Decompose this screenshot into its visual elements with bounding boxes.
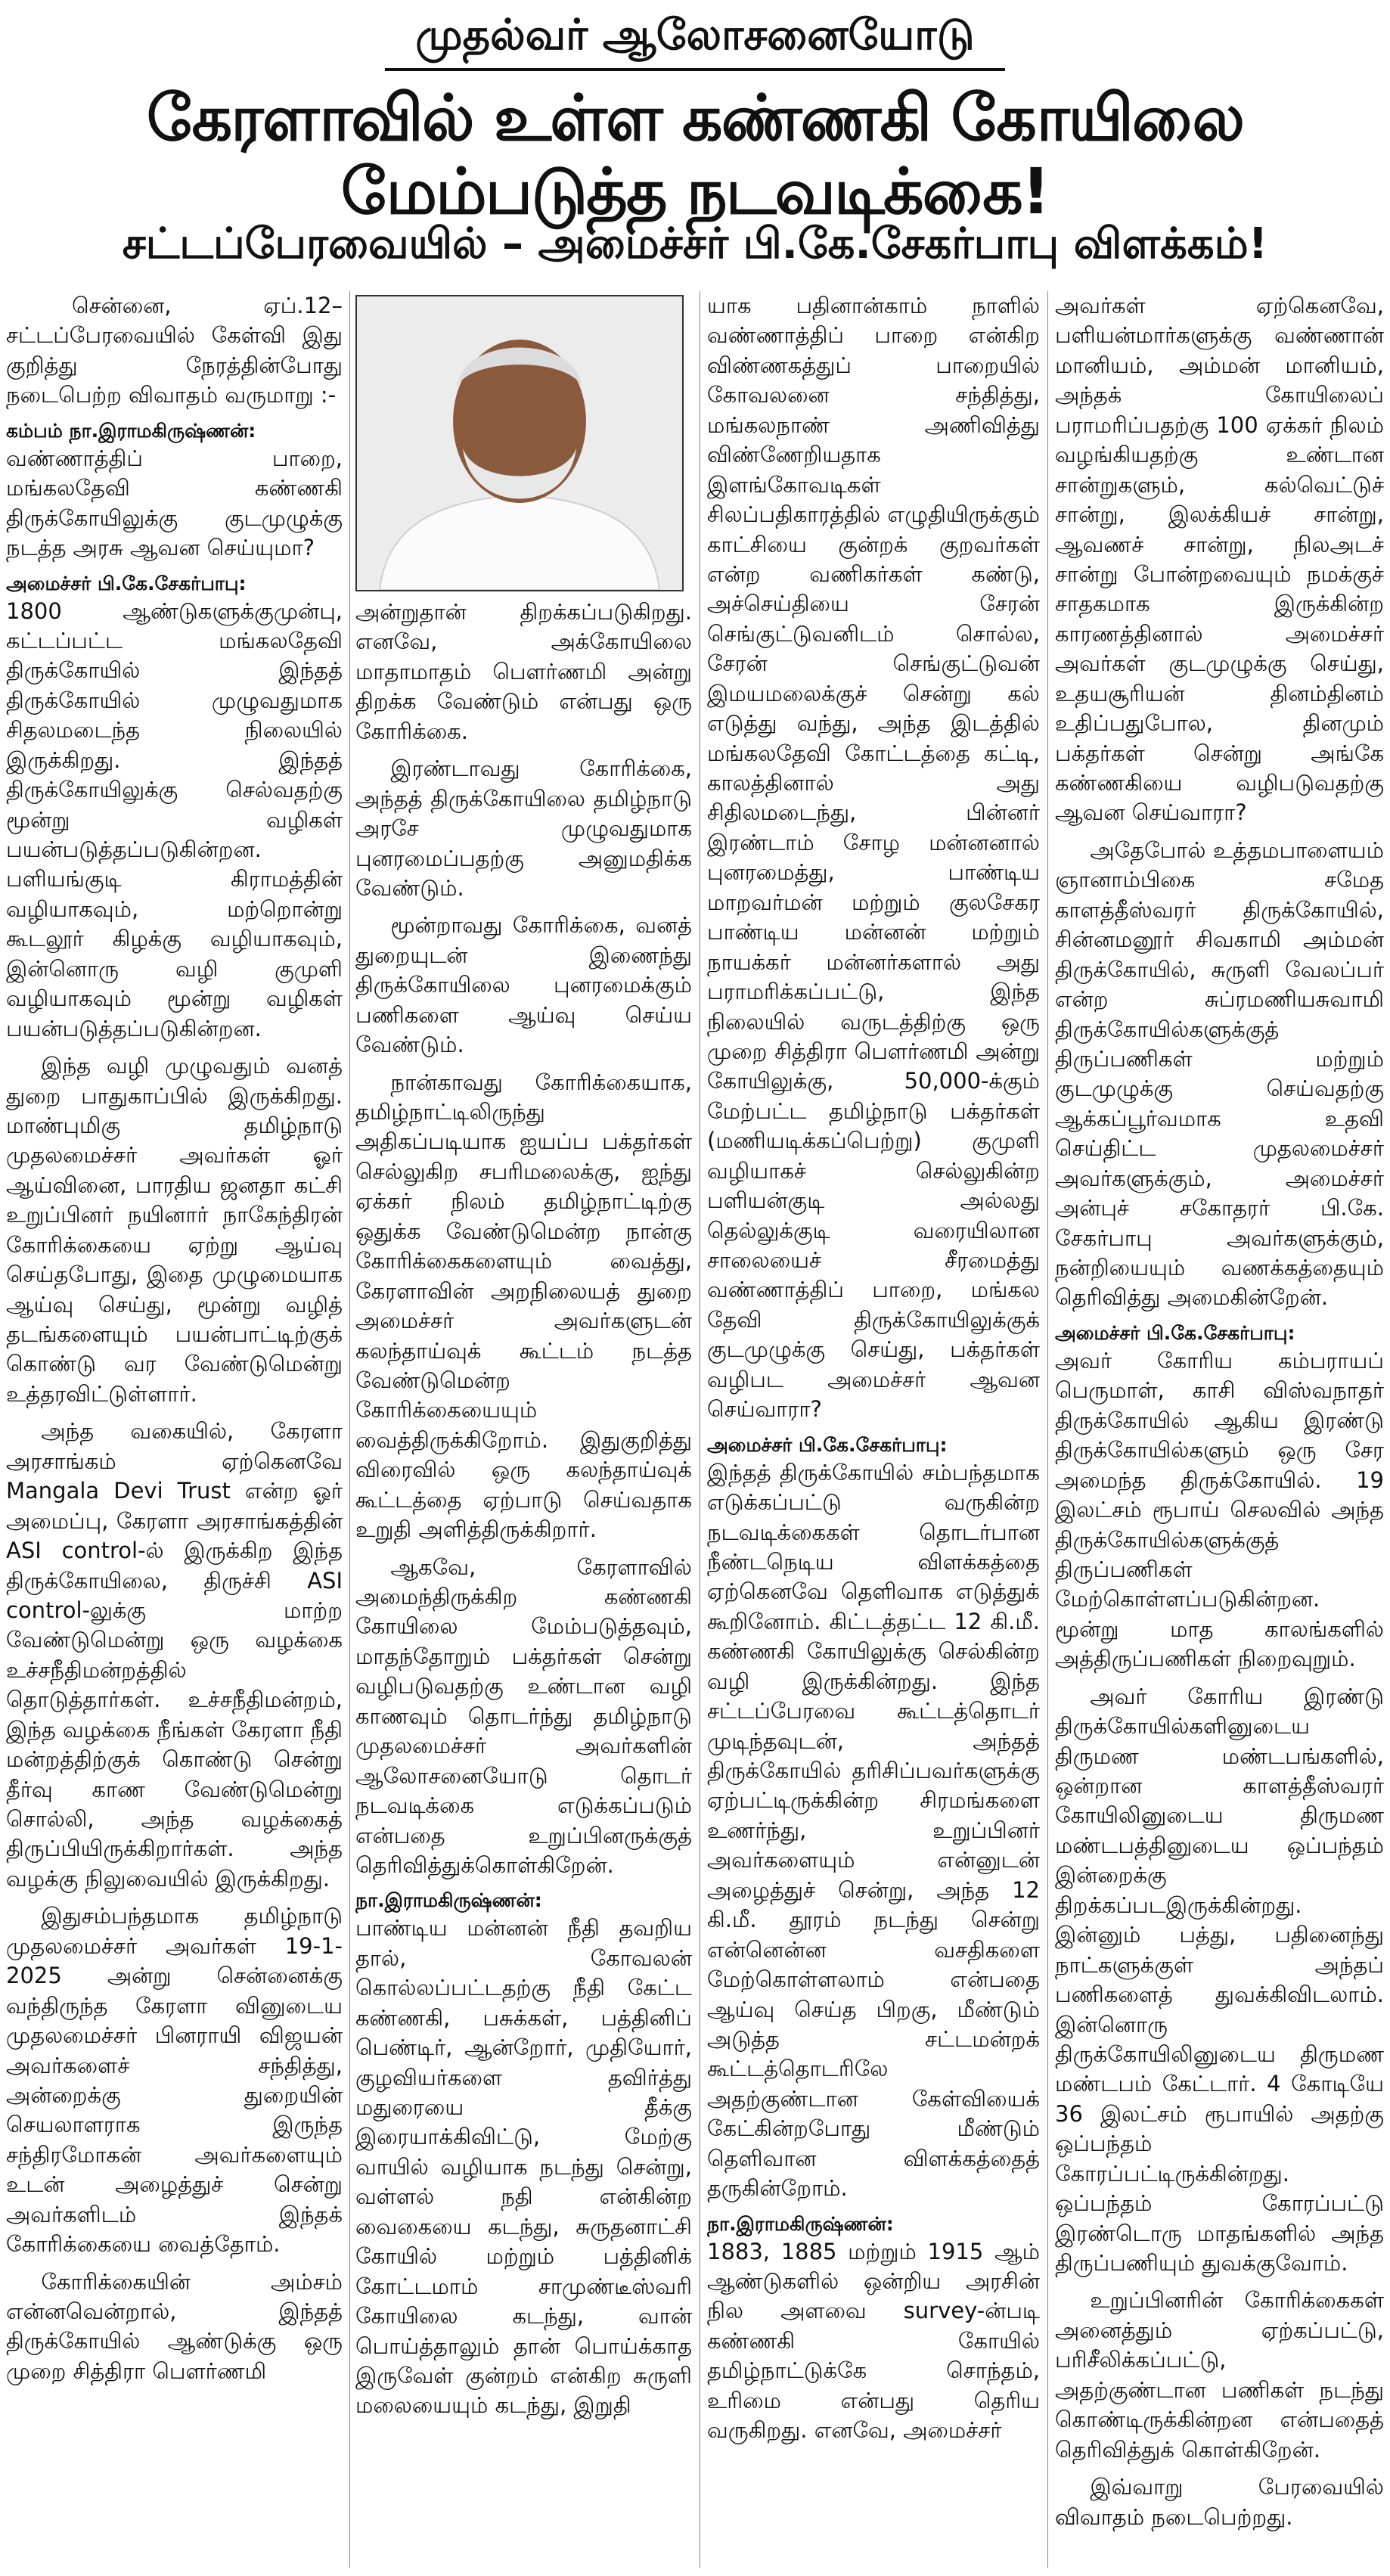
paragraph: அதேபோல் உத்தமபாளையம் ஞானாம்பிகை சமேத காளத்தீஸ்வரர் திருக்கோயில், சின்னமனூர் சிவகாமி அம்மன் திருக்கோயில், சுருளி வேலப்பர் என்ற சுப்ரமணியசுவாமி திருக்கோயில்களுக்குத் திருப்பணிகள் மற்றும் குடமுழுக்கு செய்வதற்கு ஆக்கப்பூர்வமாக உதவி செய்திட்ட முதலமைச்சர் அவர்களுக்கும், அமைச்சர் அன்புச் சகோதரர் பி.கே. சேகர்பாபு அவர்களுக்கும், நன்றியையும் வணக்கத்தையும் தெரிவித்து அமைகின்றேன். bbox=[1055, 836, 1384, 1311]
minister-photo bbox=[355, 295, 684, 591]
speaker-label: நா.இராமகிருஷ்ணன்: bbox=[707, 2212, 894, 2235]
paragraph: 1800 ஆண்டுகளுக்குமுன்பு, கட்டப்பட்ட மங்கலதேவி திருக்கோயில் இந்தத் திருக்கோயில் முழுவதுமாக சிதலமடைந்த நிலையில் இருக்கிறது. இந்தத் திருக்கோயிலுக்கு செல்வதற்கு மூன்று வழிகள் பயன்படுத்தப்படுகின்றன. பளியங்குடி கிராமத்தின் வழியாகவும், மற்றொன்று கூடலூர் கிழக்கு வழியாகவும், இன்னொரு வழி குமுளி வழியாகவும் மூன்று வழிகள் பயன்படுத்தப்படுகின்றன. bbox=[6, 597, 343, 1041]
speaker-label: அமைச்சர் பி.கே.சேகர்பாபு: bbox=[707, 1433, 948, 1456]
subheadline: சட்டப்பேரவையில் – அமைச்சர் பி.கே.சேகர்பாபு விளக்கம்! bbox=[122, 219, 1268, 268]
article-column-3 bbox=[707, 291, 1040, 2569]
paragraph: நான்காவது கோரிக்கையாக, தமிழ்நாட்டிலிருந்து அதிகப்படியாக ஐயப்ப பக்தர்கள் செல்லுகிற சபரிமலைக்கு, ஐந்து ஏக்கர் நிலம் தமிழ்நாட்டிற்கு ஒதுக்க வேண்டுமென்ற நான்கு கோரிக்கைகளையும் வைத்து, கேரளாவின் அறநிலையத் துறை அமைச்சர் அவர்களுடன் கலந்தாய்வுக் கூட்டம் நடத்த வேண்டுமென்ற கோரிக்கையையும் வைத்திருக்கிறோம். இதுகுறித்து விரைவில் ஒரு கலந்தாய்வுக் கூட்டத்தை ஏற்பாடு செய்வதாக உறுதி அளித்திருக்கிறார். bbox=[355, 1069, 692, 1543]
article-column-1 bbox=[6, 291, 343, 2569]
headline: கேரளாவில் உள்ள கண்ணகி கோயிலை மேம்படுத்த நடவடிக்கை! bbox=[146, 81, 1244, 228]
column-divider bbox=[349, 291, 350, 2568]
paragraph: அவர் கோரிய கம்பராயப் பெருமாள், காசி விஸ்வநாதர் திருக்கோயில் ஆகிய இரண்டு திருக்கோயில்களும் ஒரு சேர அமைந்த திருக்கோயில். 19 இலட்சம் ரூபாய் செலவில் அந்த திருக்கோயில்களுக்குத் திருப்பணிகள் மேற்கொள்ளப்படுகின்றன. மூன்று மாத காலங்களில் அத்திருப்பணிகள் நிறைவுறும். bbox=[1055, 1347, 1384, 1672]
paragraph: சென்னை, ஏப்.12– சட்டப்பேரவையில் கேள்வி இது குறித்து நேரத்தின்போது நடைபெற்ற விவாதம் வருமாறு :- bbox=[6, 293, 343, 408]
paragraph: அவர்கள் ஏற்கெனவே, பளியன்மார்களுக்கு வண்ணான் மானியம், அம்மன் மானியம், அந்தக் கோயிலைப் பராமரிப்பதற்கு 100 ஏக்கர் நிலம் வழங்கியதற்கு உண்டான சான்றுகளும், கல்வெட்டுச் சான்று, இலக்கியச் சான்று, ஆவணச் சான்று, நிலஅடச் சான்று போன்றவையும் நமக்குச் சாதகமாக இருக்கின்ற காரணத்தினால் அமைச்சர் அவர்கள் குடமுழுக்கு செய்து, உதயசூரியன் தினம்தினம் உதிப்பதுபோல, தினமும் பக்தர்கள் சென்று அங்கே கண்ணகியை வழிபடுவதற்கு ஆவன செய்வாரா? bbox=[1055, 293, 1384, 826]
paragraph: உறுப்பினரின் கோரிக்கைகள் அனைத்தும் ஏற்கப்பட்டு, பரிசீலிக்கப்பட்டு, அதற்குண்டான பணிகள் நடந்து கொண்டிருக்கின்றன என்பதைத் தெரிவித்துக் கொள்கிறேன். bbox=[1055, 2287, 1384, 2463]
paragraph: இந்தத் திருக்கோயில் சம்பந்தமாக எடுக்கப்பட்டு வருகின்ற நடவடிக்கைகள் தொடர்பான நீண்டநெடிய விளக்கத்தை ஏற்கெனவே தெளிவாக எடுத்துக் கூறினோம். கிட்டத்தட்ட 12 கி.மீ. கண்ணகி கோயிலுக்கு செல்கின்ற வழி இருக்கின்றது. இந்த சட்டப்பேரவை கூட்டத்தொடர் முடிந்தவுடன், அந்தத் திருக்கோயில் தரிசிப்பவர்களுக்கு ஏற்பட்டிருக்கின்ற சிரமங்களை உணர்ந்து, உறுப்பினர் அவர்களையும் என்னுடன் அழைத்துச் சென்று, அந்த 12 கி.மீ. தூரம் நடந்து சென்று என்னென்ன வசதிகளை மேற்கொள்ளலாம் என்பதை ஆய்வு செய்த பிறகு, மீண்டும் அடுத்த சட்டமன்றக் கூட்டத்தொடரிலே அதற்குண்டான கேள்வியைக் கேட்கின்றபோது மீண்டும் தெளிவான விளக்கத்தைத் தருகின்றோம். bbox=[707, 1459, 1040, 2202]
paragraph: பாண்டிய மன்னன் நீதி தவறிய தால், கோவலன் கொல்லப்பட்டதற்கு நீதி கேட்ட கண்ணகி, பசுக்கள், பத்தினிப் பெண்டிர், ஆன்றோர், முதியோர், குழவியர்களை தவிர்த்து மதுரையை தீக்கு இரையாக்கிவிட்டு, மேற்கு வாயில் வழியாக நடந்து சென்று, வள்ளல் நதி என்கின்ற வைகையை கடந்து, சுருதனாட்சி கோயில் மற்றும் பத்தினிக் கோட்டமாம் சாமுண்டீஸ்வரி கோயிலை கடந்து, வான் பொய்த்தாலும் தான் பொய்க்காத இருவேள் குன்றம் என்கிற சுருளி மலையையும் கடந்து, இறுதி bbox=[355, 1915, 692, 2419]
paragraph: இதுசம்பந்தமாக தமிழ்நாடு முதலமைச்சர் அவர்கள் 19-1-2025 அன்று சென்னைக்கு வந்திருந்த கேரளா வினுடைய முதலமைச்சர் பினராயி விஜயன் அவர்களைச் சந்தித்து, அன்றைக்கு துறையின் செயலாளராக இருந்த சந்திரமோகன் அவர்களையும் உடன் அழைத்துச் சென்று அவர்களிடம் இந்தக் கோரிக்கையை வைத்தோம். bbox=[6, 1903, 343, 2258]
paragraph: மூன்றாவது கோரிக்கை, வனத் துறையுடன் இணைந்து திருக்கோயிலை புனரமைக்கும் பணிகளை ஆய்வு செய்ய வேண்டும். bbox=[355, 912, 692, 1058]
paragraph: அன்றுதான் திறக்கப்படுகிறது. எனவே, அக்கோயிலை மாதாமாதம் பௌர்ணமி அன்று திறக்க வேண்டும் என்பது ஒரு கோரிக்கை. bbox=[355, 599, 692, 744]
paragraph: கோரிக்கையின் அம்சம் என்னவென்றால், இந்தத் திருக்கோயில் ஆண்டுக்கு ஒரு முறை சித்திரா பௌர்ணமி bbox=[6, 2268, 343, 2384]
paragraph: இந்த வழி முழுவதும் வனத் துறை பாதுகாப்பில் இருக்கிறது. மாண்புமிகு தமிழ்நாடு முதலமைச்சர் அவர்கள் ஓர் ஆய்வினை, பாரதிய ஜனதா கட்சி உறுப்பினர் நயினார் நாகேந்திரன் கோரிக்கையை ஏற்று ஆய்வு செய்தபோது, இதை முழுமையாக ஆய்வு செய்து, மூன்று வழித் தடங்களையும் பயன்பாட்டிற்குக் கொண்டு வர வேண்டுமென்று உத்தரவிட்டுள்ளார். bbox=[6, 1053, 343, 1407]
speaker-label: அமைச்சர் பி.கே.சேகர்பாபு: bbox=[6, 572, 247, 594]
paragraph: ஆகவே, கேரளாவில் அமைந்திருக்கிற கண்ணகி கோயிலை மேம்படுத்தவும், மாதந்தோறும் பக்தர்கள் சென்று வழிபடுவதற்கு உண்டான வழி காணவும் தொடர்ந்து தமிழ்நாடு முதலமைச்சர் அவர்களின் ஆலோசனையோடு தொடர் நடவடிக்கை எடுக்கப்படும் என்பதை உறுப்பினருக்குத் தெரிவித்துக்கொள்கிறேன். bbox=[355, 1553, 692, 1878]
paragraph: வண்ணாத்திப் பாறை, மங்கலதேவி கண்ணகி திருக்கோயிலுக்கு குடமுழுக்கு நடத்த அரசு ஆவன செய்யுமா? bbox=[6, 445, 343, 561]
speaker-label: நா.இராமகிருஷ்ணன்: bbox=[355, 1889, 542, 1912]
paragraph: இரண்டாவது கோரிக்கை, அந்தத் திருக்கோயிலை தமிழ்நாடு அரசே முழுவதுமாக புனரமைப்பதற்கு அனுமதிக்க வேண்டும். bbox=[355, 756, 692, 901]
paragraph: அவர் கோரிய இரண்டு திருக்கோயில்களினுடைய திருமண மண்டபங்களில், ஒன்றான காளத்தீஸ்வரர் கோயிலினுடைய திருமண மண்டபத்தினுடைய ஒப்பந்தம் இன்றைக்கு திறக்கப்படஇருக்கின்றது. இன்னும் பத்து, பதினைந்து நாட்களுக்குள் அந்தப் பணிகளைத் துவக்கிவிடலாம். இன்னொரு திருக்கோயிலினுடைய திருமண மண்டபம் கேட்டார். 4 கோடியே 36 இலட்சம் ரூபாயில் அதற்கு ஒப்பந்தம் கோரப்பட்டிருக்கின்றது. ஒப்பந்தம் கோரப்பட்டு இரண்டொரு மாதங்களில் அந்த திருப்பணியும் துவக்குவோம். bbox=[1055, 1683, 1384, 2276]
speaker-label: அமைச்சர் பி.கே.சேகர்பாபு: bbox=[1055, 1321, 1295, 1344]
paragraph: அந்த வகையில், கேரளா அரசாங்கம் ஏற்கெனவே Mangala Devi Trust என்ற ஓர் அமைப்பு, கேரளா அரசாங்கத்தின் ASI control-ல் இருக்கிற இந்த திருக்கோயிலை, திருச்சி ASI control-லுக்கு மாற்ற வேண்டுமென்று ஒரு வழக்கை உச்சநீதிமன்றத்தில் தொடுத்தார்கள். உச்சநீதிமன்றம், இந்த வழக்கை நீங்கள் கேரளா நீதி மன்றத்திற்குக் கொண்டு சென்று தீர்வு காண வேண்டுமென்று சொல்லி, அந்த வழக்கைத் திருப்பியிருக்கிறார்கள். அந்த வழக்கு நிலுவையில் இருக்கிறது. bbox=[6, 1418, 343, 1892]
article-column-4 bbox=[1055, 291, 1384, 2569]
paragraph: 1883, 1885 மற்றும் 1915 ஆம் ஆண்டுகளில் ஒன்றிய அரசின் நில அளவை survey-ன்படி கண்ணகி கோயில் தமிழ்நாட்டுக்கே சொந்தம், உரிமை என்பது தெரிய வருகிறது. எனவே, அமைச்சர் bbox=[707, 2238, 1040, 2444]
paragraph: இவ்வாறு பேரவையில் விவாதம் நடைபெற்றது. bbox=[1055, 2474, 1384, 2530]
portrait-image bbox=[357, 296, 682, 590]
article-column-2 bbox=[355, 597, 692, 2569]
speaker-label: கம்பம் நா.இராமகிருஷ்ணன்: bbox=[6, 419, 256, 442]
column-divider bbox=[1047, 291, 1048, 2568]
paragraph: யாக பதினான்காம் நாளில் வண்ணாத்திப் பாறை என்கிற விண்ணகத்துப் பாறையில் கோவலனை சந்தித்து, மங்கலநாண் அணிவித்து விண்ணேறியதாக இளங்கோவடிகள் சிலப்பதிகாரத்தில் எழுதியிருக்கும் காட்சியை குன்றக் குறவர்கள் என்ற வணிகர்கள் கண்டு, அச்செய்தியை சேரன் செங்குட்டுவனிடம் சொல்ல, சேரன் செங்குட்டுவன் இமயமலைக்குச் சென்று கல் எடுத்து வந்து, அந்த இடத்தில் மங்கலதேவி கோட்டத்தை கட்டி, காலத்தினால் அது சிதிலமடைந்து, பின்னர் இரண்டாம் சோழ மன்னனால் புனரமைத்து, பாண்டிய மாறவர்மன் மற்றும் குலசேகர பாண்டிய மன்னன் மற்றும் நாயக்கர் மன்னர்களால் அது பராமரிக்கப்பட்டு, இந்த நிலையில் வருடத்திற்கு ஒரு முறை சித்திரா பௌர்ணமி அன்று கோயிலுக்கு, 50,000-க்கும் மேற்பட்ட தமிழ்நாடு பக்தர்கள் (மணியடிக்கப்பெற்று) குமுளி வழியாகச் செல்லுகின்ற பளியன்குடி அல்லது தெல்லுக்குடி வரையிலான சாலையைச் சீரமைத்து வண்ணாத்திப் பாறை, மங்கல தேவி திருக்கோயிலுக்குக் குடமுழுக்கு செய்து, பக்தர்கள் வழிபட அமைச்சர் ஆவன செய்வாரா? bbox=[707, 293, 1040, 1423]
kicker-heading: முதல்வர் ஆலோசனையோடு bbox=[0, 11, 1390, 71]
